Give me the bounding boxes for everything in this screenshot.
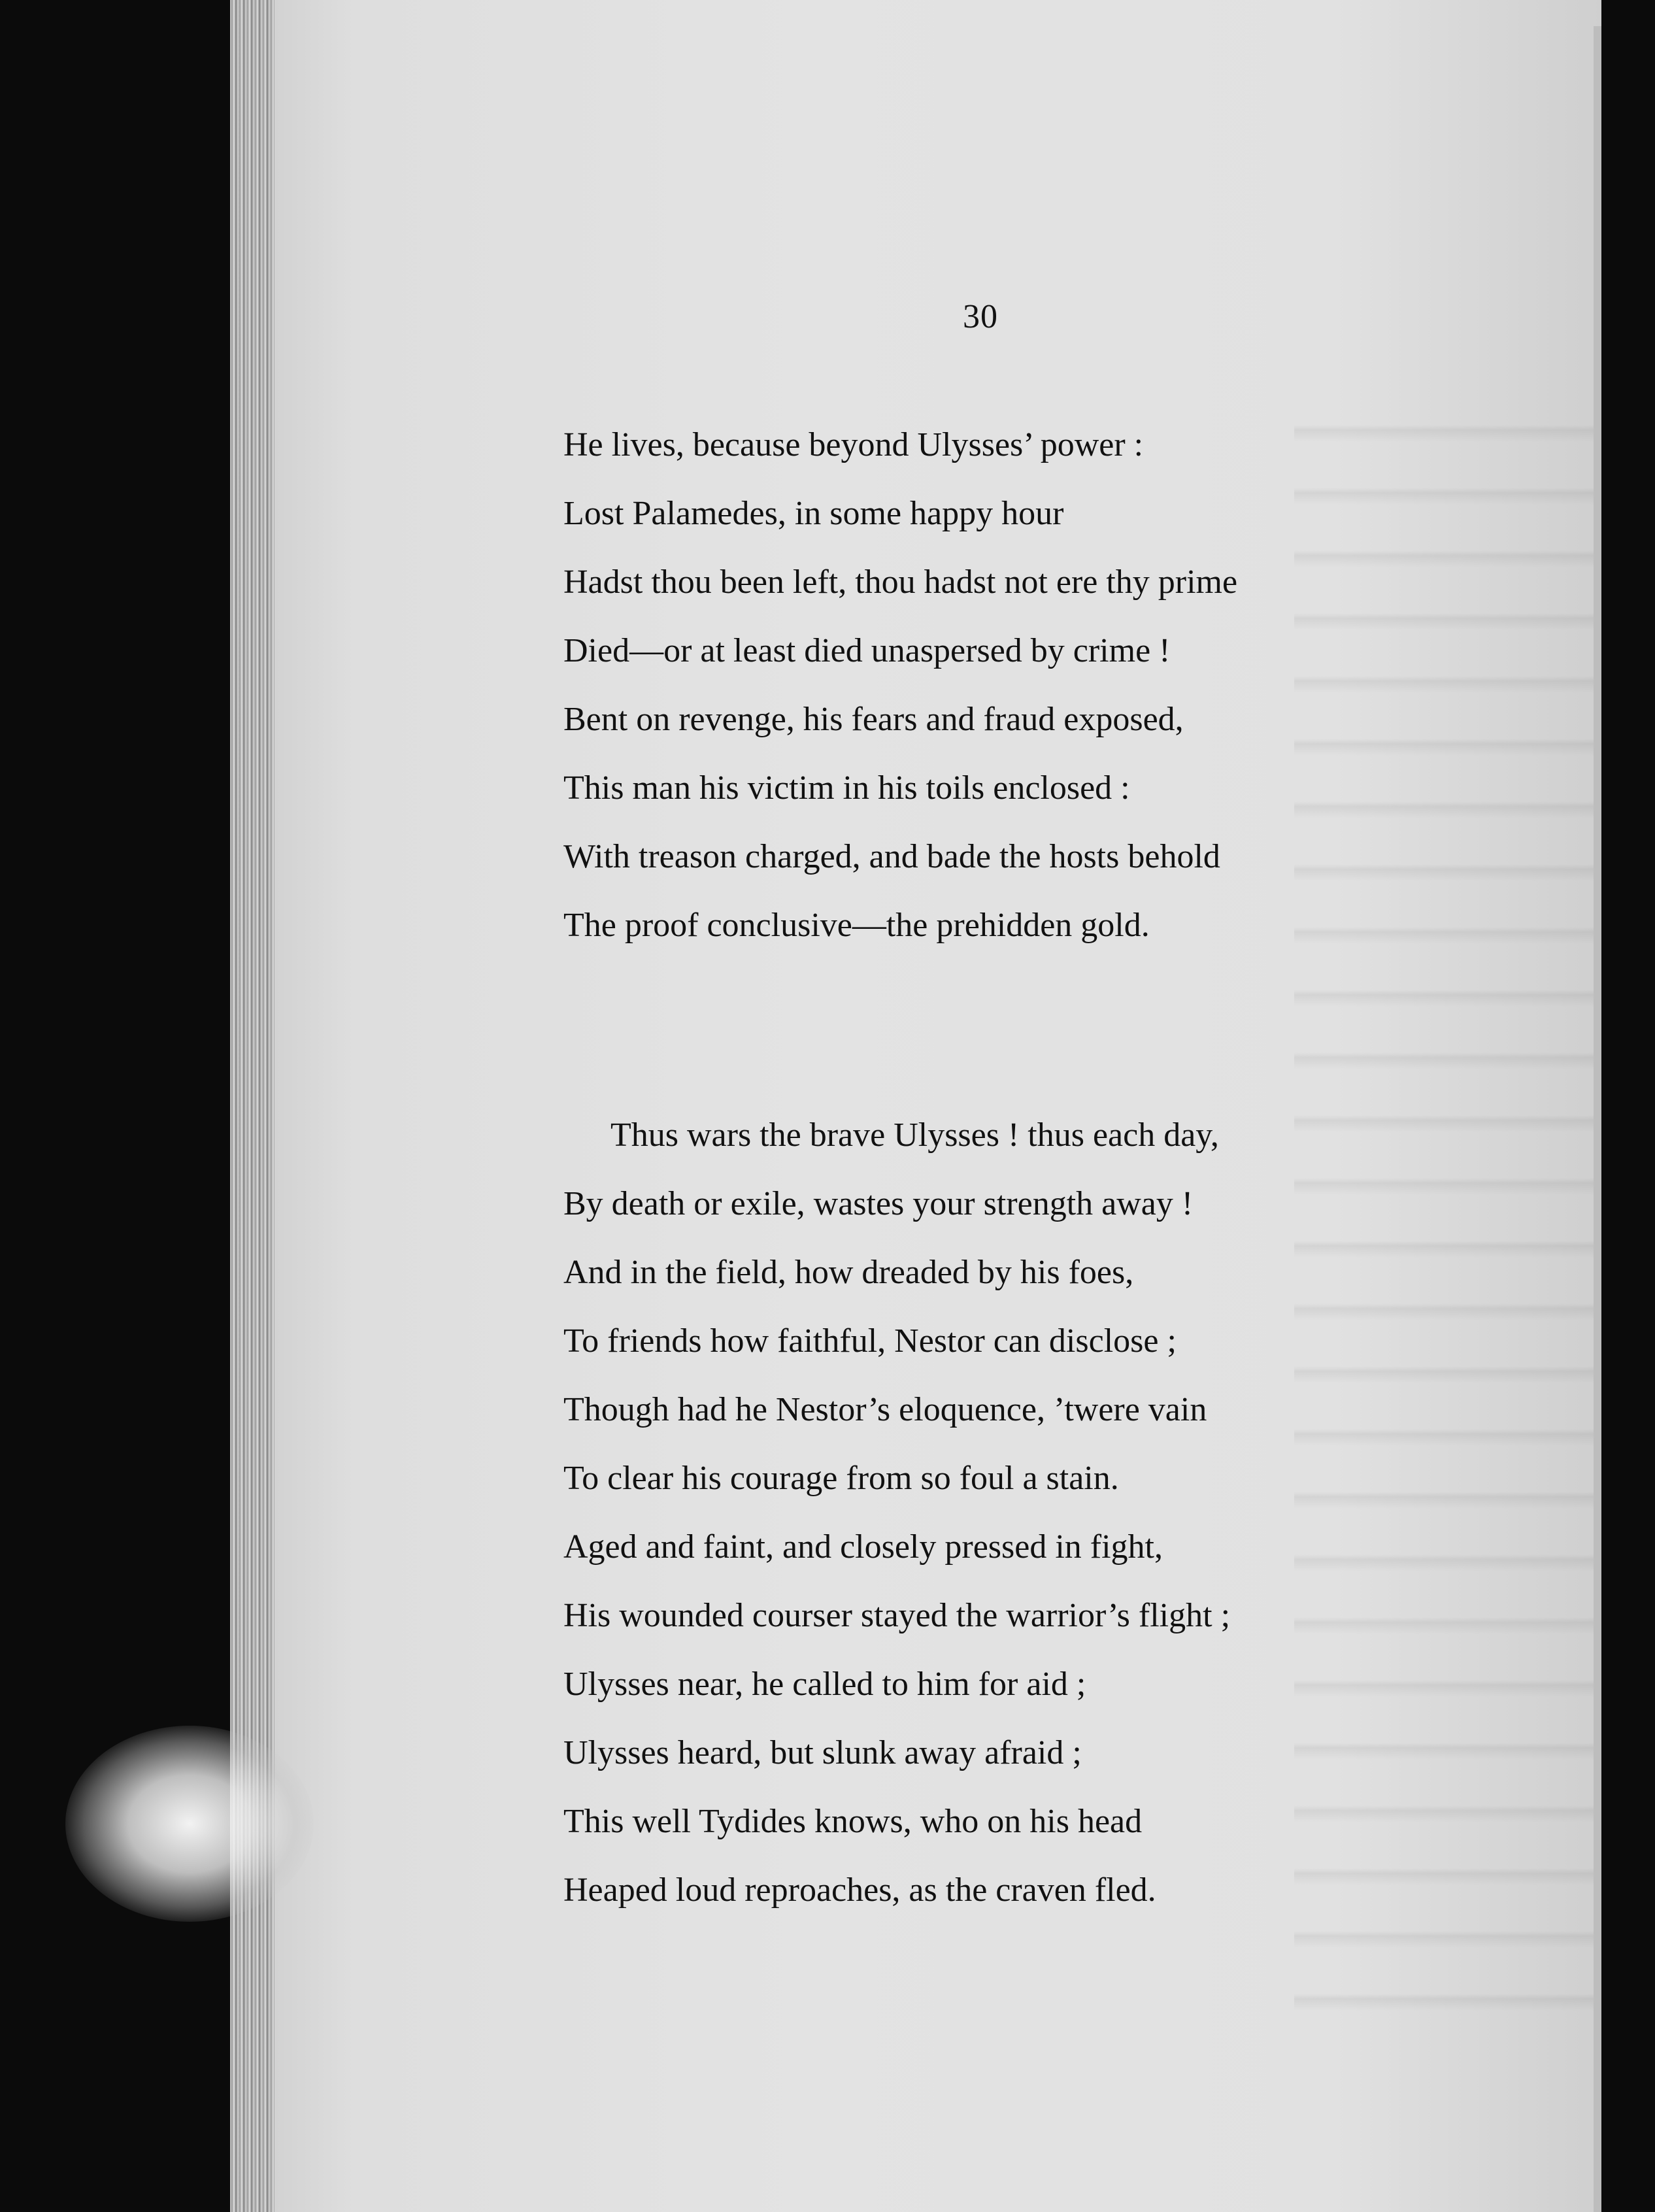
- stanza-1: [563, 411, 1479, 960]
- verse-line: To clear his courage from so foul a stain.: [563, 1460, 1119, 1497]
- verse-line: Ulysses heard, but slunk away afraid ;: [563, 1734, 1082, 1771]
- verse-line: Heaped loud reproaches, as the craven fled.: [563, 1871, 1156, 1909]
- verse-line: The proof conclusive—the prehidden gold.: [563, 907, 1150, 944]
- verse-line: His wounded courser stayed the warrior’s flight ;: [563, 1597, 1231, 1634]
- verse-line: To friends how faithful, Nestor can disclose ;: [563, 1322, 1177, 1360]
- verse-line: With treason charged, and bade the hosts behold: [563, 838, 1220, 875]
- verse-line: This man his victim in his toils enclosed :: [563, 769, 1130, 807]
- verse-line: Aged and faint, and closely pressed in fight,: [563, 1528, 1163, 1566]
- verse-line: Hadst thou been left, thou hadst not ere thy prime: [563, 563, 1238, 601]
- page-number: 30: [963, 298, 998, 335]
- verse-line: Died—or at least died unaspersed by crime !: [563, 632, 1171, 669]
- stanza-2: [563, 1101, 1479, 1924]
- verse-line: Lost Palamedes, in some happy hour: [563, 495, 1064, 532]
- verse-line: And in the field, how dreaded by his foes,: [563, 1254, 1134, 1291]
- paper-damage-stain: [65, 1726, 314, 1922]
- verse-line: Bent on revenge, his fears and fraud exposed,: [563, 701, 1184, 738]
- verse-line: Thus wars the brave Ulysses ! thus each day,: [610, 1116, 1219, 1154]
- verse-line: By death or exile, wastes your strength away !: [563, 1185, 1194, 1222]
- right-dark-margin: [1601, 26, 1655, 2212]
- verse-line: He lives, because beyond Ulysses’ power :: [563, 426, 1144, 463]
- verse-line: This well Tydides knows, who on his head: [563, 1803, 1143, 1840]
- verse-line: Though had he Nestor’s eloquence, ’twere vain: [563, 1391, 1207, 1428]
- verse-line: Ulysses near, he called to him for aid ;: [563, 1666, 1086, 1703]
